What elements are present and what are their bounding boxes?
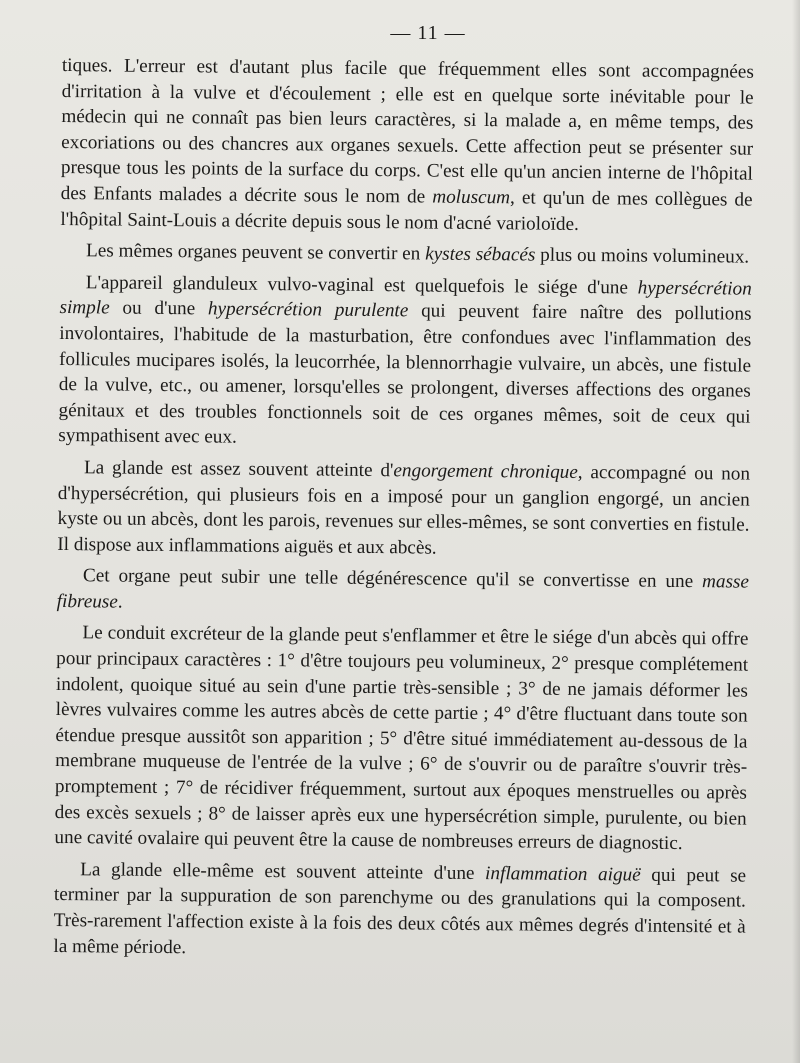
text-run: qui peut se terminer par la suppuration de son parenchyme ou des granulations qui la composent. Très-rarement l'affection existe à la fois des deux côtés aux mêmes degrés d'intensité et à la même période.: [53, 864, 747, 958]
italic-term: engorgement chronique: [393, 460, 578, 483]
italic-term: masse fibreuse: [56, 571, 750, 613]
italic-term: hypersécrétion simple: [59, 277, 752, 319]
text-run: La glande est assez souvent atteinte d': [83, 457, 394, 482]
text-run: .: [117, 591, 123, 613]
paragraph-1: [60, 53, 754, 239]
italic-term: kystes sébacés: [425, 243, 536, 266]
paragraph-2: [60, 238, 752, 270]
text-run: Le conduit excréteur de la glande peut s'enflammer et être le siége d'un abcès qui offre pour principaux caractères : 1° d'être toujours peu volumineux, 2° presque complétement indolent, quoique situé au sein d'une partie très-sensible ; 3° de ne jamais déformer les lèvres vulvaires comme les autres abcès de cette partie ; 4° d'être fluctuant dans toute son étendue presque aussitôt son apparition ; 5° d'être situé immédiatement au-dessous de la membrane muqueuse de l'entrée de la vulve ; 6° de s'ouvrir ou de paraître s'ouvrir très-promptement ; 7° de récidiver fréquemment, surtout aux époques menstruelles ou après des excès sexuels ; 8° de laisser après eux une hypersécrétion simple, purulente, ou bien une cavité ovalaire qui peuvent être la cause de nombreuses erreurs de diagnostic.: [54, 622, 749, 855]
text-run: plus ou moins volumineux.: [535, 244, 750, 268]
paragraph-4: [57, 455, 750, 564]
text-run: qui peuvent faire naître des pollutions involontaires, l'habitude de la masturbation, être confondues avec l'inflammation des follicules mucipares isolés, la leucorrhée, la blennorrhagie vulvaire, un abcès, une fistule de la vulve, etc., ou amener, lorsqu'elles se prolongent, diverses affections des organes génitaux et des troubles fonctionnels soit de ces organes mêmes, soit de ceux qui sympathisent avec eux.: [58, 300, 752, 449]
paragraph-6: [54, 620, 748, 857]
italic-term: moluscum: [432, 186, 511, 209]
body-text: [53, 53, 754, 966]
text-run: Les mêmes organes peuvent se convertir en: [86, 240, 426, 265]
text-run: ou d'une: [109, 297, 209, 320]
text-run: , et qu'un de mes collègues de l'hôpital Saint-Louis a décrite depuis sous le nom d'acné varioloïde.: [60, 187, 753, 235]
text-run: La glande elle-même est souvent atteinte d'une: [80, 859, 486, 884]
text-run: tiques. L'erreur est d'autant plus facile que fréquemment elles sont accompagnées d'irritation à la vulve et d'écoulement ; elle est en quelque sorte inévitable pour le médecin qui ne connaît pas bien leurs caractères, si la malade a, en même temps, des excoriations ou des chancres aux organes sexuels. Cette affection peut se présenter sur presque tous les points de la surface du corps. C'est elle qu'un ancien interne de l'hôpital des Enfants malades a décrite sous le nom de: [60, 54, 754, 208]
paragraph-3: [58, 270, 752, 456]
italic-term: hypersécrétion purulente: [207, 298, 409, 322]
paragraph-7: [53, 857, 746, 966]
italic-term: inflammation aiguë: [485, 862, 641, 886]
text-run: Cet organe peut subir une telle dégénérescence qu'il se convertisse en une: [82, 565, 703, 593]
text-run: L'appareil glanduleux vulvo-vaginal est quelquefois le siége d'une: [85, 271, 638, 299]
page-number: — 11 —: [390, 22, 466, 44]
paragraph-5: [57, 563, 749, 621]
text-run: , accompagné ou non d'hypersécrétion, qui plusieurs fois en a imposé pour un ganglion engorgé, un ancien kyste ou un abcès, dont les parois, revenues sur elles-mêmes, se sont converties en fistule. Il dispose aux inflammations aiguës et aux abcès.: [57, 461, 751, 559]
